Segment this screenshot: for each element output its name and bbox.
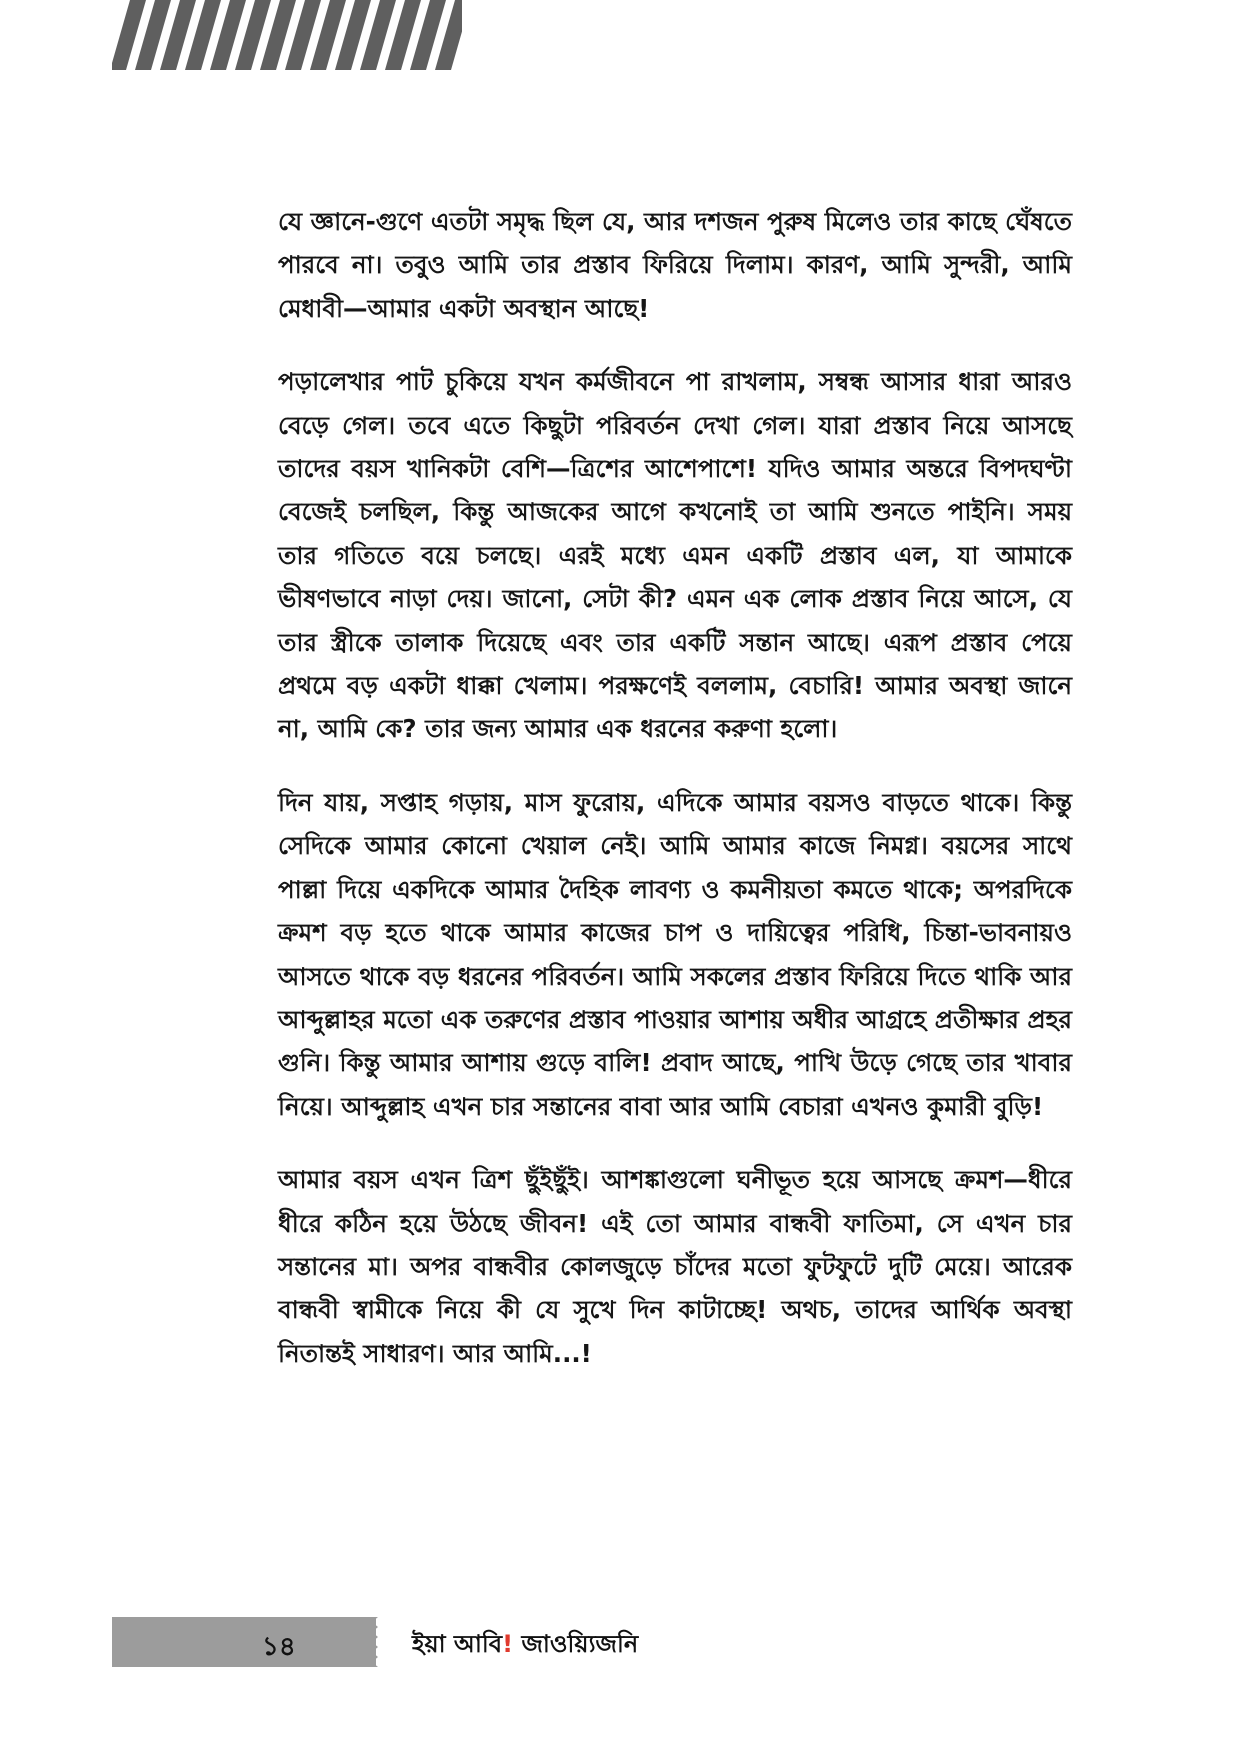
- paragraph-1: যে জ্ঞানে-গুণে এতটা সমৃদ্ধ ছিল যে, আর দশজন পুরুষ মিলেও তার কাছে ঘেঁষতে পারবে না। তবুও আমি তার প্রস্তাব ফিরিয়ে দিলাম। কারণ, আমি সুন্দরী, আমি মেধাবী—আমার একটা অবস্থান আছে!: [278, 207, 1072, 323]
- book-title-exclamation: !: [502, 1630, 514, 1658]
- book-title: [412, 1626, 638, 1666]
- footer-bar-zigzag-edge: [370, 1617, 384, 1667]
- footer-bar: [112, 1617, 376, 1667]
- page-body: [278, 200, 1072, 1405]
- page-footer: [112, 1617, 1072, 1667]
- book-title-part1: ইয়া আবি: [412, 1630, 503, 1658]
- paragraph-2: পড়ালেখার পাট চুকিয়ে যখন কর্মজীবনে পা রাখলাম, সম্বন্ধ আসার ধারা আরও বেড়ে গেল। তবে এতে কিছুটা পরিবর্তন দেখা গেল। যারা প্রস্তাব নিয়ে আসছে তাদের বয়স খানিকটা বেশি—ত্রিশের আশেপাশে! যদিও আমার অন্তরে বিপদঘণ্টা বেজেই চলছিল, কিন্তু আজকের আগে কখনোই তা আমি শুনতে পাইনি। সময় তার গতিতে বয়ে চলছে। এরই মধ্যে এমন একটি প্রস্তাব এল, যা আমাকে ভীষণভাবে নাড়া দেয়। জানো, সেটা কী? এমন এক লোক প্রস্তাব নিয়ে আসে, যে তার স্ত্রীকে তালাক দিয়েছে এবং তার একটি সন্তান আছে। এরূপ প্রস্তাব পেয়ে প্রথমে বড় একটা ধাক্কা খেলাম। পরক্ষণেই বললাম, বেচারি! আমার অবস্থা জানে না, আমি কে? তার জন্য আমার এক ধরনের করুণা হলো।: [278, 367, 1072, 744]
- paragraph-4: আমার বয়স এখন ত্রিশ ছুঁইছুঁই। আশঙ্কাগুলো ঘনীভূত হয়ে আসছে ক্রমশ—ধীরে ধীরে কঠিন হয়ে উঠছে জীবন! এই তো আমার বান্ধবী ফাতিমা, সে এখন চার সন্তানের মা। অপর বান্ধবীর কোলজুড়ে চাঁদের মতো ফুটফুটে দুটি মেয়ে। আরেক বান্ধবী স্বামীকে নিয়ে কী যে সুখে দিন কাটাচ্ছে! অথচ, তাদের আর্থিক অবস্থা নিতান্তই সাধারণ। আর আমি...!: [278, 1165, 1072, 1368]
- page-number: ১৪: [262, 1632, 296, 1662]
- decorative-stripe-banner: [112, 0, 462, 70]
- paragraph-3: দিন যায়, সপ্তাহ গড়ায়, মাস ফুরোয়, এদিকে আমার বয়সও বাড়তে থাকে। কিন্তু সেদিকে আমার কোনো খেয়াল নেই। আমি আমার কাজে নিমগ্ন। বয়সের সাথে পাল্লা দিয়ে একদিকে আমার দৈহিক লাবণ্য ও কমনীয়তা কমতে থাকে; অপরদিকে ক্রমশ বড় হতে থাকে আমার কাজের চাপ ও দায়িত্বের পরিধি, চিন্তা-ভাবনায়ও আসতে থাকে বড় ধরনের পরিবর্তন। আমি সকলের প্রস্তাব ফিরিয়ে দিতে থাকি আর আব্দুল্লাহর মতো এক তরুণের প্রস্তাব পাওয়ার আশায় অধীর আগ্রহে প্রতীক্ষার প্রহর গুনি। কিন্তু আমার আশায় গুড়ে বালি! প্রবাদ আছে, পাখি উড়ে গেছে তার খাবার নিয়ে। আব্দুল্লাহ এখন চার সন্তানের বাবা আর আমি বেচারা এখনও কুমারী বুড়ি!: [278, 787, 1072, 1121]
- book-title-part2: জাওয়্যিজনি: [513, 1630, 639, 1658]
